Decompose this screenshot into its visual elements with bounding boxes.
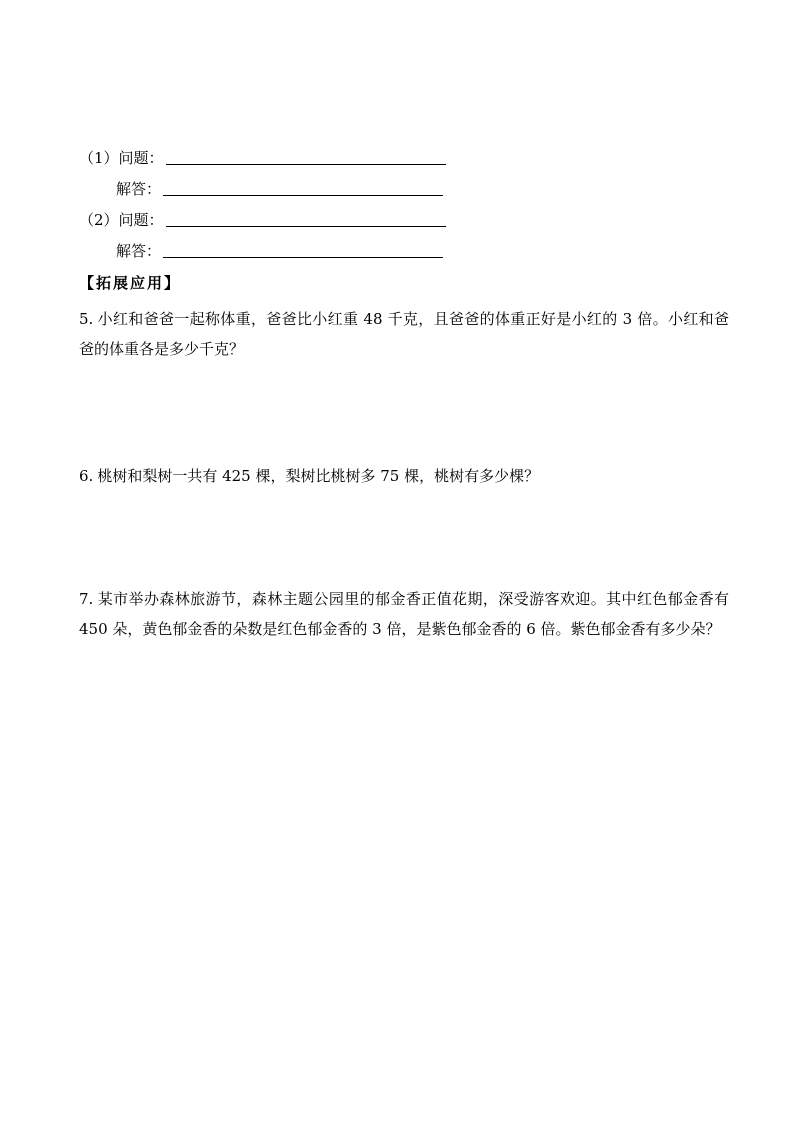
qa-row-label: 解答： — [116, 242, 162, 260]
section-heading: 【拓展应用】 — [79, 274, 182, 292]
qa-row-3 — [79, 209, 446, 231]
problem-5 — [79, 304, 729, 364]
qa-row-4 — [116, 240, 443, 262]
problem-number: 5. — [79, 310, 94, 328]
qa-row-label: 解答： — [116, 180, 162, 198]
qa-row-label: （2）问题： — [79, 211, 164, 229]
problem-text: 小红和爸爸一起称体重，爸爸比小红重 48 千克，且爸爸的体重正好是小红的 3 倍。小红和爸爸的体重各是多少千克？ — [79, 310, 729, 358]
answer-blank[interactable] — [166, 208, 446, 227]
problem-7 — [79, 584, 729, 644]
answer-blank[interactable] — [166, 146, 446, 165]
problem-number: 6. — [79, 467, 94, 485]
problem-6 — [79, 461, 729, 491]
qa-row-1 — [79, 147, 446, 169]
problem-text: 桃树和梨树一共有 425 棵，梨树比桃树多 75 棵，桃树有多少棵？ — [97, 467, 540, 485]
answer-blank[interactable] — [163, 177, 443, 196]
qa-row-label: （1）问题： — [79, 149, 164, 167]
problem-number: 7. — [79, 590, 94, 608]
answer-blank[interactable] — [163, 239, 443, 258]
problem-text: 某市举办森林旅游节，森林主题公园里的郁金香正值花期，深受游客欢迎。其中红色郁金香有 450 朵，黄色郁金香的朵数是红色郁金香的 3 倍，是紫色郁金香的 6 倍。紫色郁金香有多少朵？ — [79, 590, 729, 638]
qa-row-2 — [116, 178, 443, 200]
